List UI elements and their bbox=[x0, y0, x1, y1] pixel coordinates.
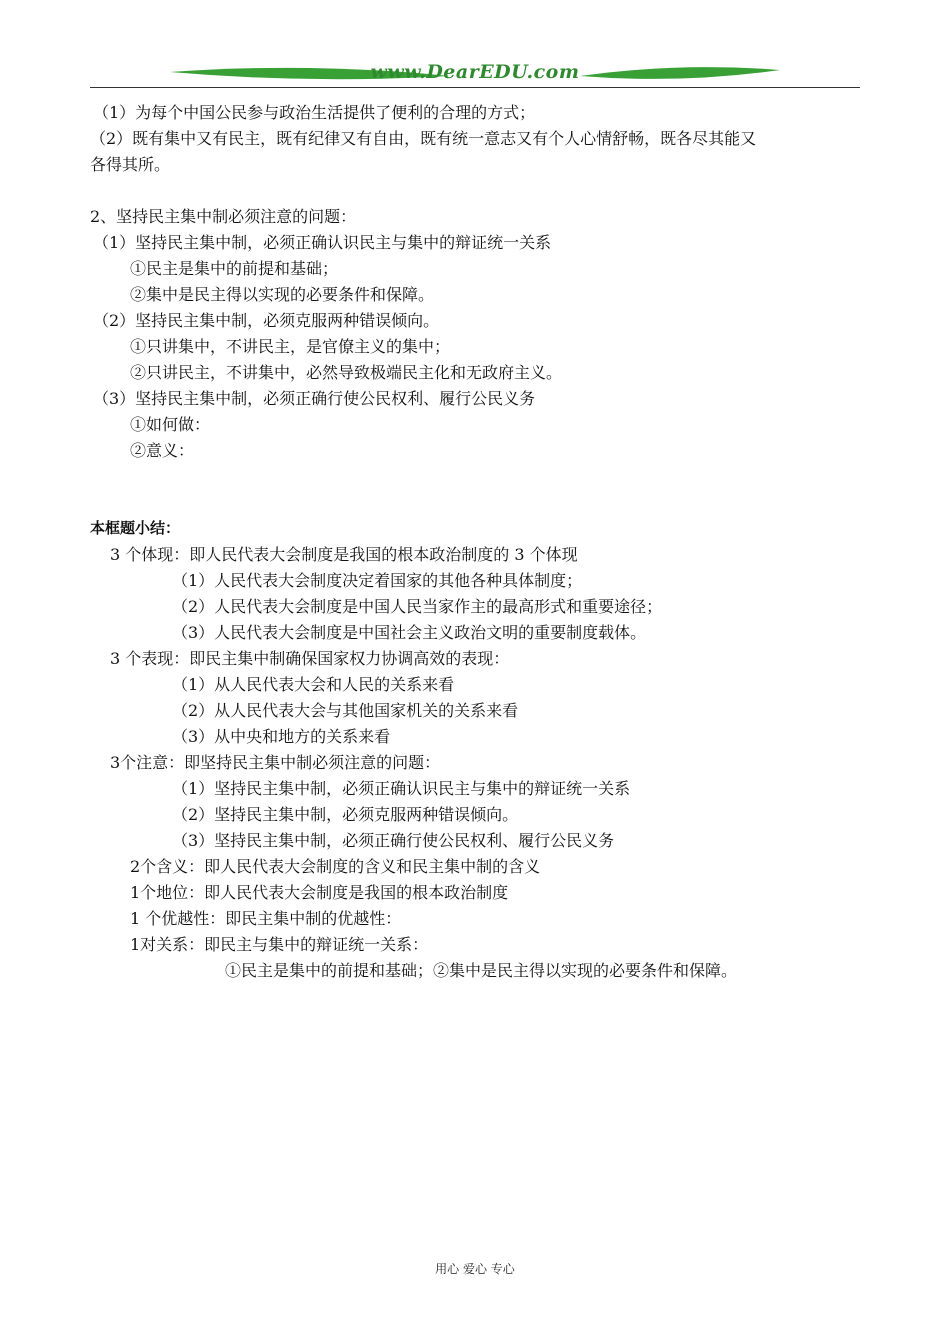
text-line: （1）从人民代表大会和人民的关系来看 bbox=[172, 675, 455, 694]
text-line: （2）坚持民主集中制，必须克服两种错误倾向。 bbox=[93, 311, 440, 330]
text-line: ①民主是集中的前提和基础； bbox=[130, 259, 339, 278]
text-line: （1）为每个中国公民参与政治生活提供了便利的合理的方式； bbox=[93, 103, 536, 122]
text-line: （3）坚持民主集中制，必须正确行使公民权利、履行公民义务 bbox=[93, 389, 536, 408]
page-header bbox=[90, 58, 860, 90]
text-line: 1个地位：即人民代表大会制度是我国的根本政治制度 bbox=[130, 883, 509, 902]
text-line: （1）坚持民主集中制，必须正确认识民主与集中的辩证统一关系 bbox=[172, 779, 631, 798]
text-line: （1）坚持民主集中制，必须正确认识民主与集中的辩证统一关系 bbox=[93, 233, 552, 252]
text-line: （2）既有集中又有民主，既有纪律又有自由，既有统一意志又有个人心情舒畅，既各尽其能又 bbox=[90, 129, 757, 148]
text-line: （3）人民代表大会制度是中国社会主义政治文明的重要制度载体。 bbox=[172, 623, 647, 642]
text-line: 3 个体现：即人民代表大会制度是我国的根本政治制度的 3 个体现 bbox=[110, 545, 578, 564]
text-line: ①民主是集中的前提和基础；②集中是民主得以实现的必要条件和保障。 bbox=[225, 961, 738, 980]
text-line: （2）坚持民主集中制，必须克服两种错误倾向。 bbox=[172, 805, 519, 824]
text-line: 2个含义：即人民代表大会制度的含义和民主集中制的含义 bbox=[130, 857, 541, 876]
text-line: ②意义： bbox=[130, 441, 195, 460]
header-rule bbox=[90, 87, 860, 88]
site-logo[interactable]: www.DearEDU.com bbox=[370, 61, 580, 83]
section-heading: 2、坚持民主集中制必须注意的问题： bbox=[90, 207, 357, 226]
text-line: （3）从中央和地方的关系来看 bbox=[172, 727, 391, 746]
text-line: （2）人民代表大会制度是中国人民当家作主的最高形式和重要途径； bbox=[172, 597, 663, 616]
text-line: ②集中是民主得以实现的必要条件和保障。 bbox=[130, 285, 435, 304]
text-line: （3）坚持民主集中制，必须正确行使公民权利、履行公民义务 bbox=[172, 831, 615, 850]
text-line: 1对关系：即民主与集中的辩证统一关系： bbox=[130, 935, 429, 954]
page-footer: 用心 爱心 专心 bbox=[435, 1262, 515, 1276]
text-line: ①只讲集中，不讲民主，是官僚主义的集中； bbox=[130, 337, 451, 356]
text-line: 各得其所。 bbox=[90, 155, 171, 174]
text-line: ②只讲民主，不讲集中，必然导致极端民主化和无政府主义。 bbox=[130, 363, 563, 382]
summary-heading: 本框题小结： bbox=[90, 519, 181, 537]
text-line: 3 个表现：即民主集中制确保国家权力协调高效的表现： bbox=[110, 649, 510, 668]
text-line: 3个注意：即坚持民主集中制必须注意的问题： bbox=[110, 753, 441, 772]
text-line: （2）从人民代表大会与其他国家机关的关系来看 bbox=[172, 701, 519, 720]
text-line: 1 个优越性：即民主集中制的优越性： bbox=[130, 909, 402, 928]
text-line: （1）人民代表大会制度决定着国家的其他各种具体制度； bbox=[172, 571, 583, 590]
right-swoosh-icon bbox=[580, 64, 780, 84]
text-line: ①如何做： bbox=[130, 415, 211, 434]
